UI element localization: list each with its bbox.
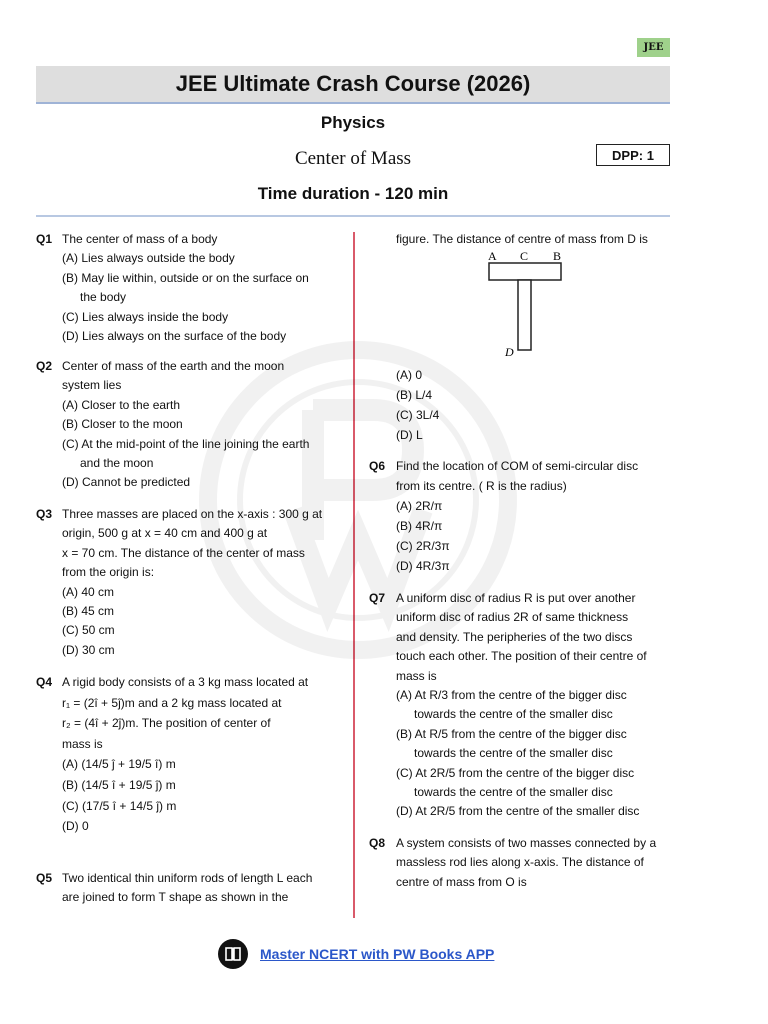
question-text: system lies xyxy=(62,378,122,393)
question-text: mass is xyxy=(396,668,437,683)
option-b-cont: towards the centre of the smaller disc xyxy=(414,746,613,761)
question-text: Two identical thin uniform rods of length L each xyxy=(62,871,313,885)
question-text: r₂ = (4î + 2ĵ)m. The position of center of xyxy=(62,716,271,731)
question-5-options xyxy=(396,365,686,445)
question-number: Q5 xyxy=(36,871,53,885)
option-c-cont: towards the centre of the smaller disc xyxy=(414,785,613,800)
option-d: (D) At 2R/5 from the centre of the smaller disc xyxy=(396,804,640,819)
option-c: (C) At 2R/5 from the centre of the bigger disc xyxy=(396,765,635,780)
option-d: (D) L xyxy=(396,428,423,442)
figure-label-c: C xyxy=(520,249,529,263)
option-b: (B) 4R/π xyxy=(396,519,443,533)
option-d: (D) 4R/3π xyxy=(396,559,450,573)
question-number: Q3 xyxy=(36,507,53,521)
question-number: Q2 xyxy=(36,359,53,373)
header-divider xyxy=(36,215,670,217)
dpp-label: DPP: 1 xyxy=(596,144,670,166)
footer-promo xyxy=(218,939,494,969)
pw-books-app-link[interactable]: Master NCERT with PW Books APP xyxy=(260,946,495,962)
time-duration: Time duration - 120 min xyxy=(257,184,449,203)
exam-badge: JEE xyxy=(637,38,670,57)
question-text: massless rod lies along x-axis. The distance of xyxy=(396,855,644,870)
question-text: Three masses are placed on the x-axis : 300 g at xyxy=(62,507,323,521)
question-text: The center of mass of a body xyxy=(62,232,218,246)
question-text: from the origin is: xyxy=(62,565,155,580)
question-text: uniform disc of radius 2R of same thickness xyxy=(396,610,629,625)
question-number: Q8 xyxy=(369,836,386,850)
question-7 xyxy=(369,589,689,822)
question-text: from its centre. ( R is the radius) xyxy=(396,479,567,493)
option-d: (D) 0 xyxy=(62,819,89,834)
option-b: (B) (14/5 î + 19/5 ĵ) m xyxy=(62,777,176,792)
book-icon[interactable] xyxy=(218,939,248,969)
figure-label-a: A xyxy=(488,249,497,263)
question-text: mass is xyxy=(62,736,103,751)
option-c: (C) Lies always inside the body xyxy=(62,309,229,324)
question-text: touch each other. The position of their centre of xyxy=(396,649,647,664)
question-number: Q6 xyxy=(369,459,386,473)
question-text: A rigid body consists of a 3 kg mass located at xyxy=(62,675,309,689)
question-4 xyxy=(36,672,346,837)
question-text: A uniform disc of radius R is put over another xyxy=(396,591,636,605)
question-text: centre of mass from O is xyxy=(396,874,527,889)
course-title: JEE Ultimate Crash Course (2026) xyxy=(36,66,670,104)
subject-heading: Physics xyxy=(320,113,386,132)
option-a: (A) At R/3 from the centre of the bigger disc xyxy=(396,688,627,703)
question-text: Find the location of COM of semi-circular disc xyxy=(396,459,639,473)
option-a: (A) Closer to the earth xyxy=(62,397,181,412)
question-text: A system consists of two masses connected by a xyxy=(396,836,657,850)
question-2 xyxy=(36,357,346,493)
figure-label-d: D xyxy=(505,345,514,359)
option-a: (A) (14/5 ĵ + 19/5 î) m xyxy=(62,757,176,772)
question-text: figure. The distance of centre of mass from D is xyxy=(396,232,648,246)
vertical-rod xyxy=(518,280,531,350)
option-b-cont: the body xyxy=(80,290,127,305)
option-a: (A) 40 cm xyxy=(62,584,115,599)
option-c: (C) At the mid-point of the line joining the earth xyxy=(62,436,310,451)
question-5 xyxy=(36,869,346,908)
option-b: (B) L/4 xyxy=(396,388,433,402)
question-3 xyxy=(36,505,346,660)
option-c: (C) 2R/3π xyxy=(396,539,450,553)
option-c: (C) 50 cm xyxy=(62,623,115,638)
question-text: and density. The peripheries of the two discs xyxy=(396,629,633,644)
horizontal-rod xyxy=(489,263,561,280)
option-b: (B) Closer to the moon xyxy=(62,417,183,432)
question-1 xyxy=(36,230,346,346)
option-d: (D) Lies always on the surface of the body xyxy=(62,329,287,344)
question-text: r₁ = (2î + 5ĵ)m and a 2 kg mass located at xyxy=(62,695,282,710)
option-c: (C) 3L/4 xyxy=(396,408,440,422)
question-text: origin, 500 g at x = 40 cm and 400 g at xyxy=(62,526,268,541)
option-b: (B) 45 cm xyxy=(62,604,115,619)
question-text: x = 70 cm. The distance of the center of mass xyxy=(62,545,305,560)
question-6 xyxy=(369,456,689,576)
question-number: Q1 xyxy=(36,232,53,246)
option-b: (B) At R/5 from the centre of the bigger disc xyxy=(396,726,627,741)
question-number: Q4 xyxy=(36,675,53,689)
option-b: (B) May lie within, outside or on the surface on xyxy=(62,270,309,285)
t-shape-figure xyxy=(480,248,580,360)
option-d: (D) Cannot be predicted xyxy=(62,475,191,490)
question-text: Center of mass of the earth and the moon xyxy=(62,359,285,373)
question-text: are joined to form T shape as shown in the xyxy=(62,890,289,905)
question-number: Q7 xyxy=(369,591,386,605)
option-a-cont: towards the centre of the smaller disc xyxy=(414,707,613,722)
chapter-heading: Center of Mass xyxy=(294,148,412,169)
option-a: (A) Lies always outside the body xyxy=(62,251,235,266)
option-d: (D) 30 cm xyxy=(62,642,115,657)
question-8 xyxy=(369,834,689,892)
option-a: (A) 0 xyxy=(396,368,423,382)
figure-label-b: B xyxy=(553,249,562,263)
option-c: (C) (17/5 î + 14/5 ĵ) m xyxy=(62,798,177,813)
option-a: (A) 2R/π xyxy=(396,499,443,513)
question-5-continued xyxy=(396,230,686,249)
option-c-cont: and the moon xyxy=(80,456,154,471)
